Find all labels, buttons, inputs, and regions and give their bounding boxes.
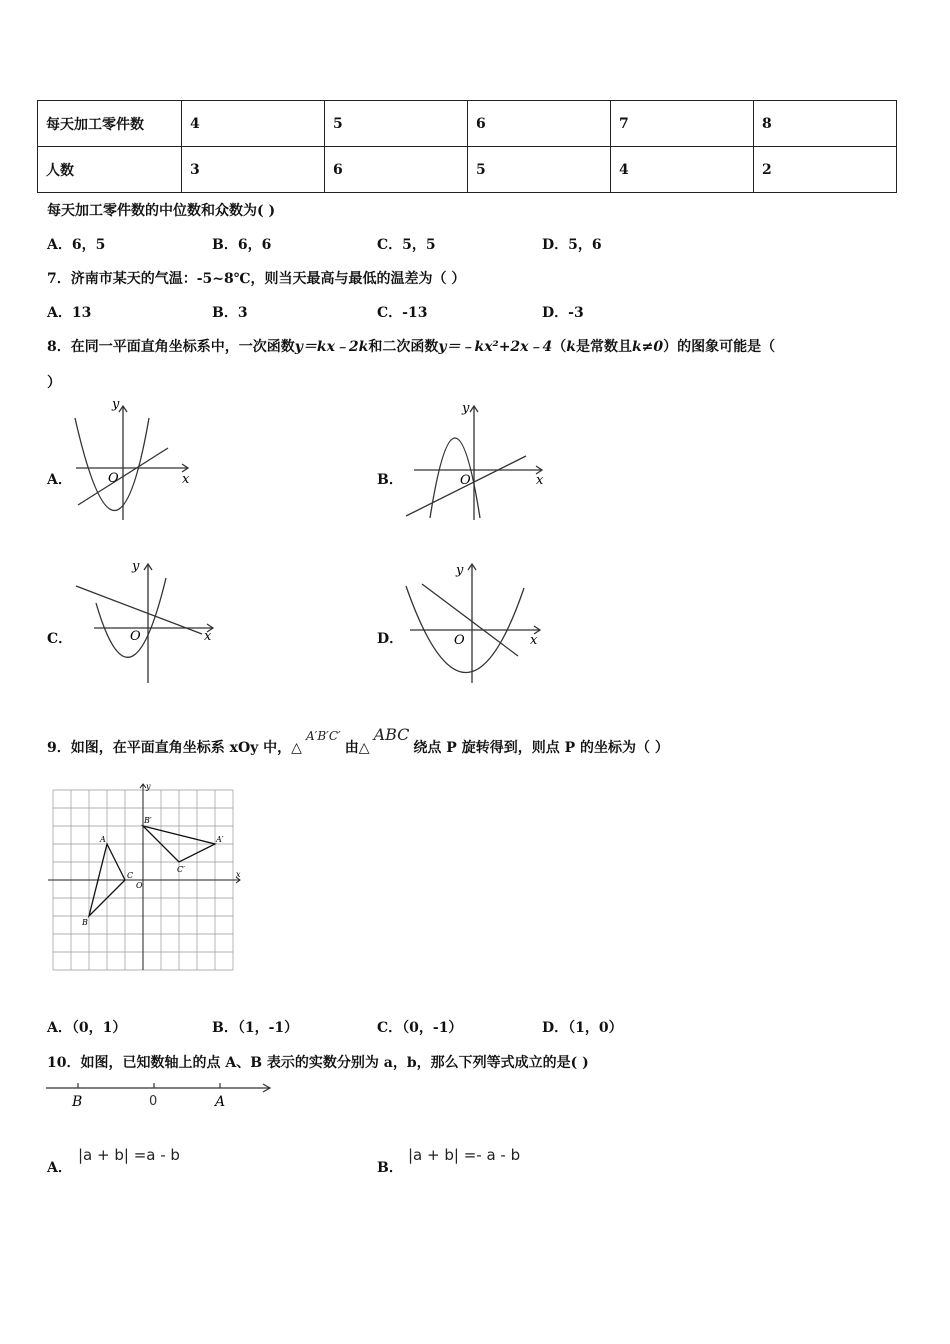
q8-label-a: A． (47, 472, 72, 488)
q8-label-d: D． (377, 631, 404, 647)
q8-k-neq: k≠0 (631, 339, 664, 355)
parabola (406, 586, 524, 673)
table-cell: 4 (182, 101, 325, 147)
label-b-prime: B′ (144, 816, 152, 825)
q9-stem-prefix: 9．如图，在平面直角坐标系 xOy 中，△ (47, 740, 302, 756)
label-y: y (146, 782, 151, 791)
number-line-label-zero: 0 (149, 1094, 158, 1109)
number-line-label-b: B (72, 1094, 83, 1110)
q8-label-b: B． (377, 472, 403, 488)
q6-option-c: C．5，5 (377, 237, 436, 253)
q8-stem-mid: 和二次函数 (368, 339, 439, 355)
label-b: B (82, 918, 88, 927)
q9-stem-mid: 由△ (344, 740, 370, 756)
q8-graph-a (68, 398, 198, 523)
parabola (75, 418, 149, 511)
q10-option-a-label: A． (47, 1160, 72, 1176)
q8-graph-d (400, 558, 550, 688)
q8-paren-open: （ (552, 339, 567, 355)
q8-stem-prefix: 8．在同一平面直角坐标系中，一次函数 (47, 339, 295, 355)
table-cell: 5 (325, 101, 468, 147)
table-cell: 4 (611, 147, 754, 193)
q8-k: k (566, 339, 576, 355)
parabola (430, 438, 480, 518)
q7-option-b: B．3 (212, 305, 248, 321)
q9-option-a: A．（0，1） (47, 1020, 127, 1036)
origin-label: O (460, 473, 471, 488)
q10-number-line (44, 1078, 279, 1112)
q9-triangle-prime: A′B′C′ (305, 729, 341, 743)
table-cell: 6 (468, 101, 611, 147)
q9-option-d: D．（1，0） (542, 1020, 623, 1036)
label-a-prime: A′ (216, 835, 224, 844)
q10-stem: 10．如图，已知数轴上的点 A、B 表示的实数分别为 a，b，那么下列等式成立的是( ) (47, 1055, 589, 1071)
q8-stem-close: ） (47, 375, 61, 391)
axis-y-label: y (456, 563, 464, 578)
label-a: A (100, 835, 106, 844)
table-cell: 8 (754, 101, 897, 147)
q7-stem: 7．济南市某天的气温：-5~8℃，则当天最高与最低的温差为（ ） (47, 271, 466, 287)
origin-label: O (454, 633, 465, 648)
axis-y-label: y (462, 401, 470, 416)
q6-option-a: A．6，5 (47, 237, 106, 253)
origin-label: O (130, 629, 141, 644)
line (422, 584, 518, 656)
axis-y-label: y (132, 559, 140, 574)
table-cell: 每天加工零件数 (38, 101, 182, 147)
q9-triangle-abc: ABC (373, 725, 410, 744)
q8-stem-suffix: ）的图象可能是（ (663, 339, 776, 355)
q8-quadratic-function: y＝﹣kx²+2x﹣4 (438, 339, 553, 355)
q7-option-a: A．13 (47, 305, 92, 321)
label-c-prime: C′ (177, 865, 185, 874)
q10-option-a-expr: |a + b| =a - b (78, 1146, 180, 1164)
axis-x-label: x (182, 472, 190, 487)
q6-option-d: D．5，6 (542, 237, 602, 253)
q7-option-c: C．-13 (377, 305, 428, 321)
table-row (38, 147, 897, 193)
q9-option-c: C．（0，-1） (377, 1020, 463, 1036)
label-o: O (136, 881, 143, 890)
q7-option-d: D．-3 (542, 305, 584, 321)
q8-graph-c (68, 558, 218, 688)
q9-grid-figure (48, 782, 248, 974)
data-table (37, 100, 897, 193)
q10-option-b-expr: |a + b| =- a - b (408, 1146, 521, 1164)
q10-option-b-label: B． (377, 1160, 403, 1176)
table-cell: 2 (754, 147, 897, 193)
origin-label: O (108, 471, 119, 486)
q6-stem: 每天加工零件数的中位数和众数为( ) (47, 203, 276, 219)
label-c: C (127, 871, 134, 880)
q8-cond: 是常数且 (575, 339, 632, 355)
table-row (38, 101, 897, 147)
label-x: x (236, 870, 241, 879)
axis-x-label: x (530, 633, 538, 648)
q8-stem (47, 336, 775, 356)
q9-stem (47, 725, 669, 757)
q8-linear-function: y＝kx﹣2k (294, 339, 369, 355)
table-cell: 5 (468, 147, 611, 193)
table-cell: 6 (325, 147, 468, 193)
axis-y-label: y (112, 398, 120, 412)
table-cell: 3 (182, 147, 325, 193)
line (76, 586, 202, 634)
q9-option-b: B．（1，-1） (212, 1020, 299, 1036)
parabola (96, 578, 166, 657)
table-cell: 人数 (38, 147, 182, 193)
q9-stem-suffix: 绕点 P 旋转得到，则点 P 的坐标为（ ） (413, 740, 669, 756)
q8-label-c: C． (47, 631, 73, 647)
q6-option-b: B．6，6 (212, 237, 272, 253)
axis-x-label: x (536, 473, 544, 488)
number-line-label-a: A (215, 1094, 226, 1110)
q8-graph-b (400, 398, 550, 523)
axis-x-label: x (204, 629, 212, 644)
table-cell: 7 (611, 101, 754, 147)
